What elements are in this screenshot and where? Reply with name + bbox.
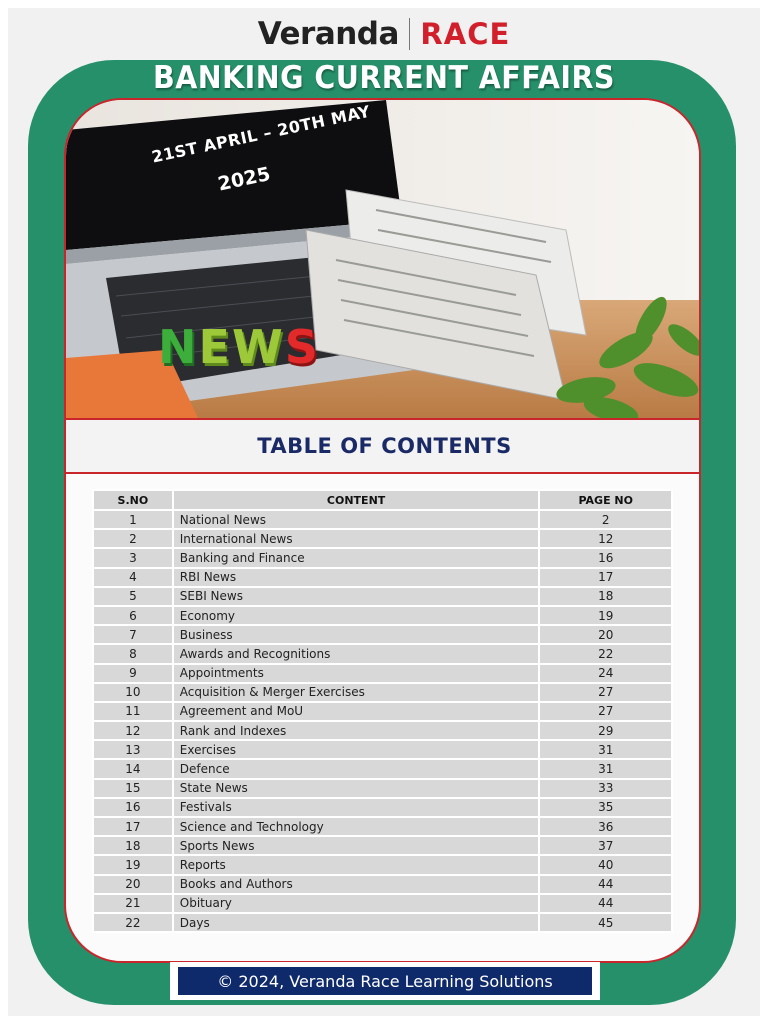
- cell-content: Reports: [173, 855, 540, 874]
- cell-page: 31: [539, 759, 672, 778]
- table-row: [93, 625, 672, 644]
- cell-sno: 18: [93, 836, 173, 855]
- cell-content: Science and Technology: [173, 817, 540, 836]
- cell-page: 19: [539, 606, 672, 625]
- brand-logo: [0, 12, 768, 56]
- cell-sno: 2: [93, 529, 173, 548]
- cell-content: Defence: [173, 759, 540, 778]
- table-row: [93, 798, 672, 817]
- cell-content: Banking and Finance: [173, 548, 540, 567]
- cell-page: 27: [539, 702, 672, 721]
- cell-sno: 4: [93, 568, 173, 587]
- content-card: [64, 98, 701, 963]
- cell-sno: 10: [93, 683, 173, 702]
- cell-content: SEBI News: [173, 587, 540, 606]
- cell-sno: 8: [93, 644, 173, 663]
- toc-header-band: [66, 418, 701, 474]
- logo-veranda-text: Veranda: [257, 16, 399, 52]
- cell-page: 37: [539, 836, 672, 855]
- table-row: [93, 510, 672, 529]
- cell-sno: 17: [93, 817, 173, 836]
- cell-content: Acquisition & Merger Exercises: [173, 683, 540, 702]
- cell-page: 27: [539, 683, 672, 702]
- header-content: CONTENT: [173, 490, 540, 510]
- table-row: [93, 779, 672, 798]
- news-letter-n: N: [158, 320, 197, 374]
- year: 2025: [216, 163, 273, 196]
- cell-page: 36: [539, 817, 672, 836]
- cell-content: Obituary: [173, 894, 540, 913]
- banner-title: BANKING CURRENT AFFAIRS: [153, 60, 615, 96]
- table-row: [93, 740, 672, 759]
- cell-sno: 13: [93, 740, 173, 759]
- cell-sno: 7: [93, 625, 173, 644]
- news-letter-e: E: [198, 320, 230, 374]
- cell-content: Agreement and MoU: [173, 702, 540, 721]
- cell-page: 12: [539, 529, 672, 548]
- date-range: 21ST APRIL – 20TH MAY: [150, 101, 373, 167]
- cell-content: Economy: [173, 606, 540, 625]
- hero-illustration: [66, 100, 701, 418]
- toc-title: TABLE OF CONTENTS: [257, 434, 512, 458]
- toc-header-row: [93, 490, 672, 510]
- cell-sno: 15: [93, 779, 173, 798]
- cell-page: 40: [539, 855, 672, 874]
- table-row: [93, 587, 672, 606]
- cell-sno: 20: [93, 875, 173, 894]
- cell-page: 17: [539, 568, 672, 587]
- cell-sno: 22: [93, 913, 173, 932]
- cell-page: 44: [539, 875, 672, 894]
- cell-page: 35: [539, 798, 672, 817]
- table-row: [93, 529, 672, 548]
- table-row: [93, 875, 672, 894]
- table-row: [93, 702, 672, 721]
- cell-page: 20: [539, 625, 672, 644]
- cell-content: State News: [173, 779, 540, 798]
- cell-page: 33: [539, 779, 672, 798]
- cell-sno: 11: [93, 702, 173, 721]
- cell-page: 22: [539, 644, 672, 663]
- cell-content: National News: [173, 510, 540, 529]
- header-sno: S.NO: [93, 490, 173, 510]
- toc-body: [93, 510, 672, 932]
- logo-race-text: RACE: [420, 17, 511, 51]
- cell-page: 2: [539, 510, 672, 529]
- news-letter-w: W: [231, 320, 283, 374]
- cell-page: 29: [539, 721, 672, 740]
- cell-sno: 6: [93, 606, 173, 625]
- cell-page: 44: [539, 894, 672, 913]
- table-row: [93, 606, 672, 625]
- table-row: [93, 913, 672, 932]
- cell-page: 18: [539, 587, 672, 606]
- cell-content: Exercises: [173, 740, 540, 759]
- table-row: [93, 683, 672, 702]
- footer: [170, 962, 600, 1000]
- cell-page: 16: [539, 548, 672, 567]
- table-row: [93, 548, 672, 567]
- cell-content: Days: [173, 913, 540, 932]
- news-letter-s: S: [284, 320, 318, 374]
- table-row: [93, 836, 672, 855]
- cell-content: Appointments: [173, 664, 540, 683]
- logo-divider: [409, 18, 411, 50]
- cell-content: Festivals: [173, 798, 540, 817]
- table-row: [93, 817, 672, 836]
- table-row: [93, 894, 672, 913]
- cell-page: 24: [539, 664, 672, 683]
- cell-content: Business: [173, 625, 540, 644]
- cell-content: Sports News: [173, 836, 540, 855]
- table-row: [93, 568, 672, 587]
- cell-content: Books and Authors: [173, 875, 540, 894]
- copyright-text: © 2024, Veranda Race Learning Solutions: [178, 967, 592, 995]
- cell-sno: 21: [93, 894, 173, 913]
- table-row: [93, 664, 672, 683]
- header-page: PAGE NO: [539, 490, 672, 510]
- table-row: [93, 644, 672, 663]
- cell-sno: 14: [93, 759, 173, 778]
- table-row: [93, 721, 672, 740]
- table-row: [93, 855, 672, 874]
- table-row: [93, 759, 672, 778]
- cell-sno: 19: [93, 855, 173, 874]
- cell-sno: 5: [93, 587, 173, 606]
- cell-content: RBI News: [173, 568, 540, 587]
- cell-sno: 16: [93, 798, 173, 817]
- news-blocks: [158, 320, 318, 374]
- toc-table: [92, 489, 673, 933]
- cell-content: Rank and Indexes: [173, 721, 540, 740]
- cell-content: International News: [173, 529, 540, 548]
- cell-page: 31: [539, 740, 672, 759]
- cell-sno: 1: [93, 510, 173, 529]
- cell-sno: 3: [93, 548, 173, 567]
- cell-page: 45: [539, 913, 672, 932]
- cell-sno: 12: [93, 721, 173, 740]
- cell-sno: 9: [93, 664, 173, 683]
- cell-content: Awards and Recognitions: [173, 644, 540, 663]
